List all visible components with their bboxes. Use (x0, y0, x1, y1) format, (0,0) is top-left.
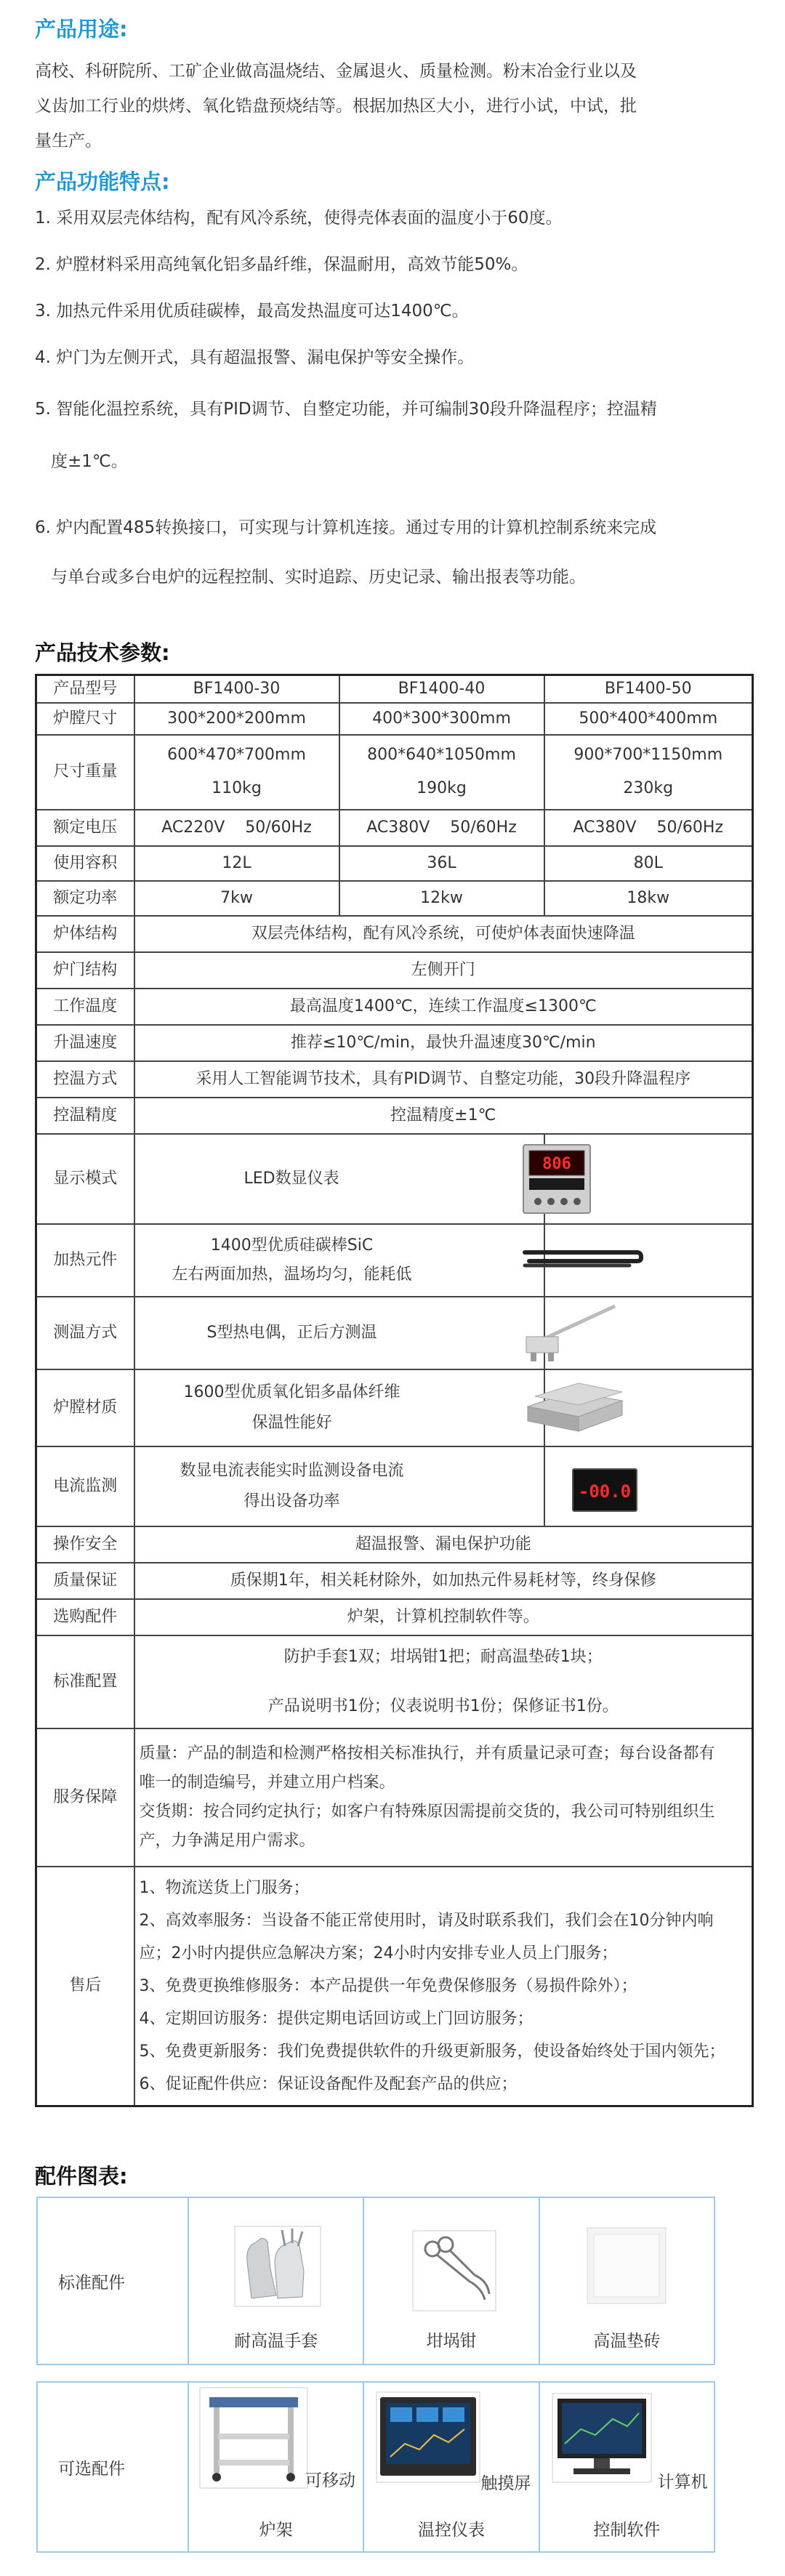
standard-accessories (36, 2197, 715, 2365)
spec-value: 双层壳体结构，配有风冷系统，可使炉体表面快速降温 (134, 916, 753, 952)
spec-value: 采用人工智能调节技术，具有PID调节、自整定功能，30段升降温程序 (134, 1061, 753, 1098)
spec-value: BF1400-40 (339, 675, 544, 703)
spec-row-door (36, 952, 753, 989)
accessory-caption: 控制软件 (593, 2521, 661, 2540)
accessory-cell (189, 2198, 364, 2364)
spec-row-material (36, 1369, 753, 1446)
spec-row-rate (36, 1025, 753, 1061)
brick-icon (587, 2227, 667, 2307)
spec-row-body (36, 916, 753, 952)
accessory-caption: 耐高温手套 (234, 2332, 318, 2351)
spec-label: 升温速度 (36, 1025, 134, 1061)
touchscreen-controller-icon (376, 2391, 480, 2486)
spec-value: AC380V 50/60Hz (544, 810, 753, 846)
standard-line-1: 防护手套1双；坩埚钳1把；耐高温垫砖1块； (283, 1647, 603, 1666)
spec-label: 售后 (36, 1867, 134, 2106)
accessory-side-label: 计算机 (657, 2473, 708, 2492)
spec-value: 推荐≤10℃/min，最快升温速度30℃/min (134, 1025, 753, 1061)
spec-value: 7kw (134, 881, 339, 916)
service-line: 唯一的制造编号，并建立用户档案。 (139, 1773, 395, 1792)
spec-value: 300*200*200mm (134, 703, 339, 735)
weight-value: 110kg (212, 779, 262, 797)
accessory-caption: 坩埚钳 (426, 2332, 477, 2351)
spec-label: 炉膛尺寸 (36, 703, 134, 735)
spec-value: 80L (544, 846, 753, 881)
spec-row-prec (36, 1098, 753, 1134)
spec-value: BF1400-30 (134, 675, 339, 703)
material-line-2: 保温性能好 (251, 1413, 332, 1432)
spec-row-standard (36, 1635, 753, 1728)
feature-item-2: 2. 炉膛材料采用高纯氧化铝多晶纤维，保温耐用，高效节能50%。 (35, 255, 528, 274)
spec-value: 质保期1年，相关耗材除外，如加热元件易耗材等，终身保修 (134, 1563, 753, 1599)
fiber-board-icon (520, 1377, 629, 1448)
spec-label: 尺寸重量 (36, 735, 134, 810)
usage-line-2: 义齿加工行业的烘烤、氧化锆盘预烧结等。根据加热区大小，进行小试，中试，批 (35, 97, 637, 116)
accessory-caption: 温控仪表 (417, 2521, 485, 2540)
spec-row-power (36, 881, 753, 916)
usage-line-3: 量生产。 (35, 132, 102, 150)
accessory-cell (364, 2383, 539, 2551)
size-value: 800*640*1050mm (367, 746, 516, 764)
spec-row-after (36, 1867, 753, 2106)
size-value: 900*700*1150mm (573, 746, 723, 764)
spec-value: 18kw (544, 881, 753, 916)
accessory-category-label: 标准配件 (38, 2198, 189, 2364)
spec-value: 36L (339, 846, 544, 881)
spec-label: 产品型号 (36, 675, 134, 703)
heat-line-2: 左右两面加热，温场均匀，能耗低 (172, 1265, 412, 1284)
service-line: 交货期：按合同约定执行；如客户有特殊原因需提前交货的，我公司可特别组织生 (139, 1802, 715, 1821)
spec-label: 控温方式 (36, 1061, 134, 1098)
furnace-stand-icon (199, 2387, 308, 2492)
material-line-1: 1600型优质氧化铝多晶体纤维 (183, 1382, 400, 1401)
controller-reading: 806 (542, 1154, 571, 1173)
accessory-caption: 炉架 (259, 2521, 293, 2540)
feature-item-6: 6. 炉内配置485转换接口，可实现与计算机连接。通过专用的计算机控制系统来完成 (35, 518, 657, 537)
spec-value: 控温精度±1℃ (134, 1098, 753, 1134)
features-heading: 产品功能特点: (35, 169, 170, 194)
spec-value: 12L (134, 846, 339, 881)
spec-value (134, 1728, 753, 1867)
spec-value: AC220V 50/60Hz (134, 810, 339, 846)
spec-row-measure (36, 1297, 753, 1369)
accessory-category-label: 可选配件 (38, 2383, 189, 2551)
spec-row-volume (36, 846, 753, 881)
spec-label: 炉门结构 (36, 952, 134, 989)
measure-text: S型热电偶，正后方测温 (206, 1323, 377, 1342)
spec-row-chamber (36, 703, 753, 735)
current-line-2: 得出设备功率 (243, 1492, 340, 1510)
after-line: 4、定期回访服务：提供定期电话回访或上门回访服务； (139, 2009, 534, 2028)
spec-value: 左侧开门 (134, 952, 753, 989)
spec-value (134, 735, 339, 810)
spec-value: 炉架，计算机控制软件等。 (134, 1599, 753, 1635)
after-line: 1、物流送货上门服务； (139, 1878, 310, 1897)
size-value: 600*470*700mm (167, 746, 306, 764)
spec-label: 炉体结构 (36, 916, 134, 952)
thermocouple-icon (520, 1303, 622, 1372)
spec-value (134, 1134, 571, 1224)
ammeter-icon (571, 1468, 638, 1521)
spec-value (134, 1224, 544, 1297)
current-line-1: 数显电流表能实时监测设备电流 (180, 1461, 404, 1480)
accessory-cell (364, 2198, 539, 2364)
accessory-side-label: 触摸屏 (480, 2474, 531, 2493)
accessory-side-label: 可移动 (305, 2471, 355, 2490)
display-text: LED数显仪表 (243, 1169, 339, 1188)
spec-value (339, 735, 544, 810)
computer-icon (552, 2393, 652, 2486)
spec-value: BF1400-50 (544, 675, 753, 703)
usage-heading: 产品用途: (35, 17, 128, 41)
accessory-cell (189, 2383, 364, 2551)
spec-label: 加热元件 (36, 1224, 134, 1297)
heat-line-1: 1400型优质硅碳棒SiC (210, 1236, 374, 1255)
feature-item-1: 1. 采用双层壳体结构，配有风冷系统，使得壳体表面的温度小于60度。 (35, 209, 563, 228)
spec-row-voltage (36, 810, 753, 846)
spec-row-service (36, 1728, 753, 1867)
spec-label: 质量保证 (36, 1563, 134, 1599)
spec-row-heat (36, 1224, 753, 1297)
spec-row-options (36, 1599, 753, 1635)
heating-rod-icon (520, 1247, 644, 1284)
feature-item-4: 4. 炉门为左侧开式，具有超温报警、漏电保护等安全操作。 (35, 348, 475, 367)
spec-row-temp (36, 989, 753, 1025)
spec-row-warranty (36, 1563, 753, 1599)
spec-value (134, 1297, 544, 1369)
spec-value: 400*300*300mm (339, 703, 544, 735)
usage-line-1: 高校、科研院所、工矿企业做高温烧结、金属退火、质量检测。粉末冶金行业以及 (35, 62, 637, 81)
spec-label: 显示模式 (36, 1134, 134, 1224)
spec-row-model (36, 675, 753, 703)
after-line: 6、促证配件供应：保证设备配件及配套产品的供应； (139, 2074, 518, 2093)
spec-label: 操作安全 (36, 1526, 134, 1563)
accessory-caption: 高温垫砖 (593, 2332, 661, 2351)
spec-row-safety (36, 1526, 753, 1563)
spec-label: 使用容积 (36, 846, 134, 881)
spec-row-ctrl (36, 1061, 753, 1098)
weight-value: 190kg (416, 779, 467, 797)
accessory-cell (540, 2383, 714, 2551)
weight-value: 230kg (623, 779, 674, 797)
spec-row-display (36, 1134, 753, 1224)
spec-label: 额定电压 (36, 810, 134, 846)
accessories-heading: 配件图表: (35, 2164, 128, 2189)
after-line: 应；2小时内提供应急解决方案；24小时内安排专业人员上门服务； (139, 1944, 618, 1963)
spec-label: 服务保障 (36, 1728, 134, 1867)
after-line: 3、免费更换维修服务：本产品提供一年免费保修服务（易损件除外）； (139, 1976, 637, 1995)
spec-label: 炉膛材质 (36, 1369, 134, 1446)
spec-row-size (36, 735, 753, 810)
spec-value: 500*400*400mm (544, 703, 753, 735)
spec-label: 标准配置 (36, 1635, 134, 1728)
spec-value: 超温报警、漏电保护功能 (134, 1526, 753, 1563)
controller-panel-icon (520, 1143, 593, 1223)
spec-value (134, 1867, 753, 2106)
spec-value (544, 735, 753, 810)
ammeter-reading: -00.0 (578, 1481, 631, 1502)
feature-item-5: 5. 智能化温控系统，具有PID调节、自整定功能，并可编制30段升降温程序；控温精 (35, 400, 657, 419)
glove-icon (234, 2226, 321, 2310)
spec-value: AC380V 50/60Hz (339, 810, 544, 846)
service-line: 质量：产品的制造和检测严格按相关标准执行，并有质量记录可查；每台设备都有 (139, 1744, 715, 1763)
standard-line-2: 产品说明书1份；仪表说明书1份；保修证书1份。 (267, 1696, 619, 1715)
spec-label: 选购配件 (36, 1599, 134, 1635)
spec-value: 最高温度1400℃，连续工作温度≤1300℃ (134, 989, 753, 1025)
feature-item-3: 3. 加热元件采用优质硅碳棒，最高发热温度可达1400℃。 (35, 302, 469, 321)
spec-value (134, 1635, 753, 1728)
feature-item-6-cont: 与单台或多台电炉的远程控制、实时追踪、历史记录、输出报表等功能。 (51, 568, 586, 587)
tongs-icon (412, 2230, 496, 2314)
specs-heading: 产品技术参数: (35, 640, 170, 665)
spec-label: 电流监测 (36, 1446, 134, 1526)
spec-label: 额定功率 (36, 881, 134, 916)
spec-value: 12kw (339, 881, 544, 916)
spec-value (134, 1446, 631, 1526)
accessory-cell (540, 2198, 714, 2364)
spec-label: 控温精度 (36, 1098, 134, 1134)
feature-item-5-cont: 度±1℃。 (51, 452, 128, 471)
spec-label: 工作温度 (36, 989, 134, 1025)
spec-value (134, 1369, 544, 1446)
optional-accessories (36, 2381, 715, 2553)
after-line: 5、免费更新服务：我们免费提供软件的升级更新服务，使设备始终处于国内领先； (139, 2042, 725, 2061)
service-line: 产，力争满足用户需求。 (139, 1831, 315, 1850)
after-line: 2、高效率服务：当设备不能正常使用时，请及时联系我们，我们会在10分钟内响 (139, 1911, 714, 1930)
spec-row-current (36, 1446, 753, 1526)
spec-label: 测温方式 (36, 1297, 134, 1369)
spec-table (35, 674, 754, 2107)
